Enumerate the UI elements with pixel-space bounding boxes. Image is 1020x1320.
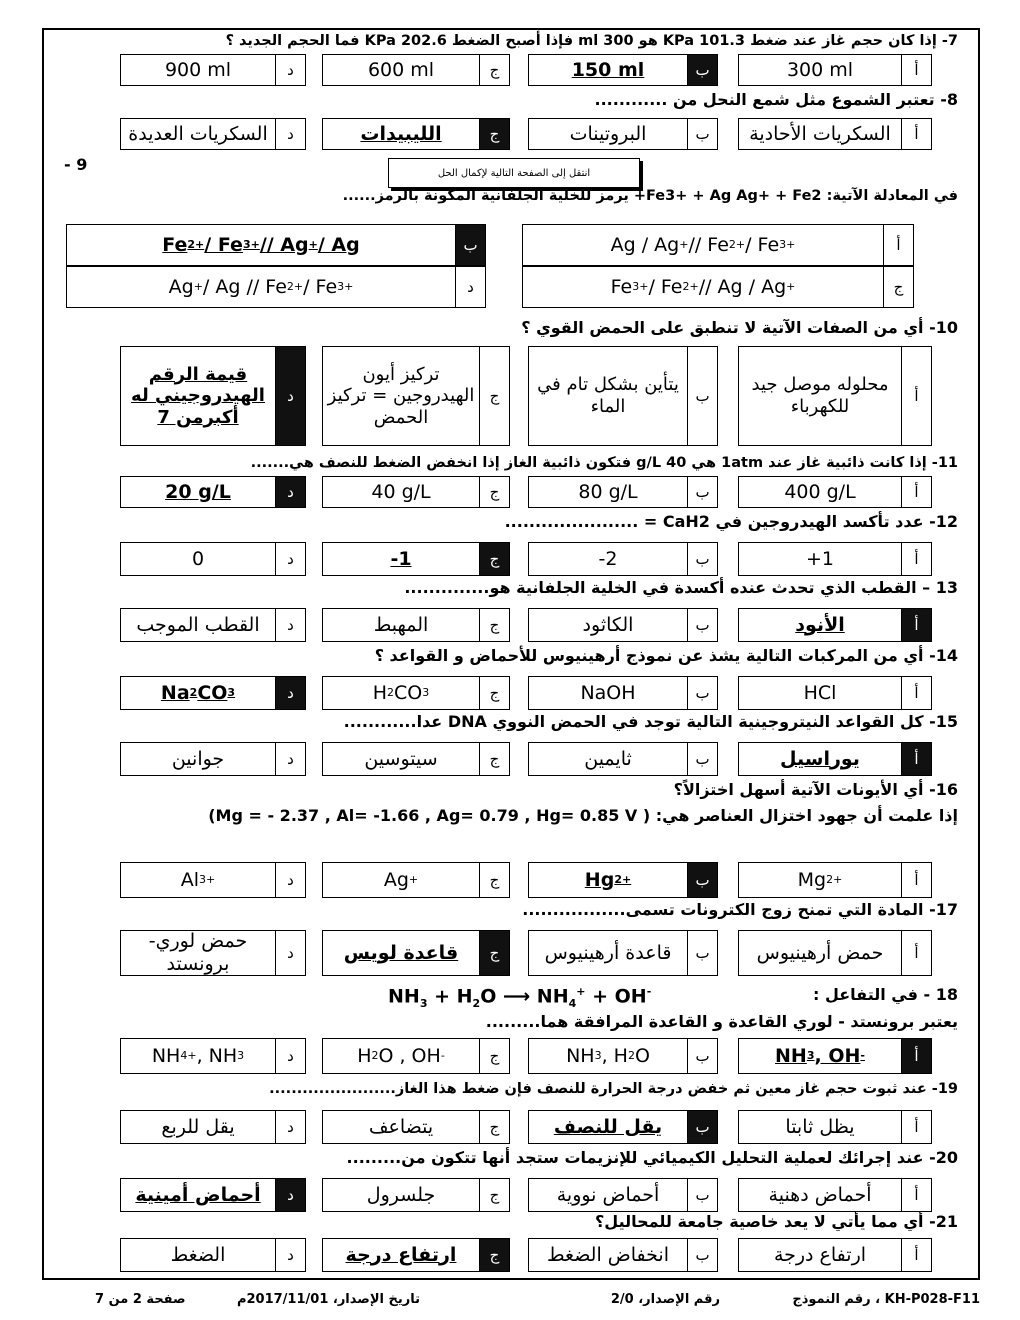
option-q20-2[interactable] <box>322 1178 510 1212</box>
option-q11-3[interactable] <box>120 476 306 508</box>
option-text: 40 g/L <box>371 480 431 503</box>
option-text: ثايمين <box>584 747 632 770</box>
option-q19-1[interactable] <box>528 1110 718 1144</box>
option-q16-3[interactable] <box>120 862 306 898</box>
option-letter: ب <box>687 1179 717 1211</box>
option-text: يوراسيل <box>780 747 860 770</box>
option-text: سيتوسين <box>364 747 438 770</box>
option-letter: ب <box>687 1039 717 1073</box>
option-text: يقل للربع <box>161 1115 235 1138</box>
option-text: الليبيدات <box>360 122 442 145</box>
option-q15-1[interactable] <box>528 742 718 776</box>
question-text: 10- أي من الصفات الآتية لا تنطبق على الحمض القوي ؟ <box>521 318 958 337</box>
option-text: 80 g/L <box>578 480 638 503</box>
option-text: انخفاض الضغط <box>547 1243 669 1266</box>
option-q18-0[interactable] <box>738 1038 932 1074</box>
option-letter: د <box>455 267 485 307</box>
option-text: السكريات العديدة <box>128 122 268 145</box>
option-text: Ag + / Ag // Fe 2+ / Fe 3+ <box>168 275 354 298</box>
question-text: 21- أي مما يأتي لا يعد خاصية جامعة للمحاليل؟ <box>595 1212 958 1231</box>
option-text: Hg 2+ <box>584 868 632 891</box>
option-text: +1 <box>805 547 834 570</box>
question-text: 8- تعتبر الشموع مثل شمع النحل من ............ <box>594 90 958 109</box>
option-text: 300 ml <box>786 58 854 81</box>
option-letter: أ <box>901 543 931 575</box>
option-letter: د <box>275 931 305 975</box>
option-q14-0[interactable] <box>738 676 932 710</box>
option-text: أحماض نووية <box>556 1183 660 1206</box>
option-q18-3[interactable] <box>120 1038 306 1074</box>
option-q17-1[interactable] <box>528 930 718 976</box>
option-letter: ج <box>479 55 509 85</box>
option-q17-2[interactable] <box>322 930 510 976</box>
option-letter: أ <box>901 477 931 507</box>
option-q9-0[interactable] <box>522 224 914 266</box>
footer-model: رقم النموذج ، KH-P028-F11 <box>792 1292 980 1307</box>
option-q20-1[interactable] <box>528 1178 718 1212</box>
option-q20-3[interactable] <box>120 1178 306 1212</box>
option-q13-1[interactable] <box>528 608 718 642</box>
option-text: HCl <box>803 681 837 704</box>
option-q18-2[interactable] <box>322 1038 510 1074</box>
option-text: H 2 CO 3 <box>372 681 430 704</box>
option-text: Al 3+ <box>180 868 216 891</box>
option-q19-3[interactable] <box>120 1110 306 1144</box>
option-letter: د <box>275 1239 305 1271</box>
option-letter: ج <box>479 1179 509 1211</box>
option-letter: ب <box>687 1111 717 1143</box>
option-text: القطب الموجب <box>136 613 260 636</box>
option-letter: أ <box>901 931 931 975</box>
question-text: 7- إذا كان حجم غاز عند ضغط 101.3 KPa هو 300 ml فإذا أصبح الضغط 202.6 KPa فما الحجم الجديد ؟ <box>225 33 958 49</box>
option-text: Ag / Ag + // Fe 2+ / Fe 3+ <box>610 233 796 256</box>
option-letter: د <box>275 347 305 445</box>
option-q19-2[interactable] <box>322 1110 510 1144</box>
option-text: NH 3 , H 2 O <box>566 1044 650 1067</box>
option-q14-3[interactable] <box>120 676 306 710</box>
option-text: يقل للنصف <box>553 1115 663 1138</box>
option-q7-1[interactable] <box>528 54 718 86</box>
question-q17 <box>42 900 968 928</box>
question-q10 <box>42 318 968 346</box>
option-letter: ج <box>479 543 509 575</box>
option-q7-3[interactable] <box>120 54 306 86</box>
option-text: حمض لوري- برونستد <box>148 930 248 975</box>
option-text: يتضاعف <box>368 1115 434 1138</box>
option-q8-3[interactable] <box>120 118 306 150</box>
footer-version: رقم الإصدار، 2/0 <box>610 1292 720 1307</box>
option-q8-0[interactable] <box>738 118 932 150</box>
option-letter: أ <box>901 347 931 445</box>
question-text: 18 - في التفاعل : <box>812 985 958 1004</box>
option-letter: ب <box>687 677 717 709</box>
option-text: محلوله موصل جيد للكهرباء <box>751 374 889 417</box>
option-letter: ب <box>455 225 485 265</box>
question-text: في المعادلة الآتية: Fe3+ + Ag Ag+ + Fe2+ يرمز للخلية الجلفانية المكونة بالرمز...... <box>342 188 958 204</box>
option-letter: د <box>275 477 305 507</box>
option-letter: د <box>275 543 305 575</box>
option-q12-0[interactable] <box>738 542 932 576</box>
option-text: الضغط <box>170 1243 226 1266</box>
question-text: 17- المادة التي تمنح زوج الكترونات تسمى................. <box>522 900 958 919</box>
option-letter: ج <box>479 1111 509 1143</box>
question-text: 16- أي الأيونات الآتية أسهل اختزالاً؟ <box>673 780 958 799</box>
question-subtext: إذا علمت أن جهود اختزال العناصر هي: ( Mg = - 2.37 , Al= -1.66 , Ag= 0.79 , Hg= 0.85 V) <box>208 806 958 825</box>
option-letter: أ <box>901 119 931 149</box>
question-text: 14- أي من المركبات التالية يشذ عن نموذج أرهينيوس للأحماض و القواعد ؟ <box>374 646 958 665</box>
footer-page: صفحة 2 من 7 <box>95 1292 186 1307</box>
option-text: جوانين <box>171 747 225 770</box>
option-letter: ب <box>687 347 717 445</box>
option-text: المهبط <box>373 613 429 636</box>
option-letter: أ <box>901 1111 931 1143</box>
option-text: NaOH <box>580 681 636 704</box>
question-q8 <box>42 90 968 118</box>
option-letter: أ <box>901 1179 931 1211</box>
option-letter: أ <box>883 225 913 265</box>
option-text: أحماض أمينية <box>135 1183 261 1206</box>
option-text: السكريات الأحادية <box>749 122 891 145</box>
option-letter: أ <box>901 1039 931 1073</box>
option-text: 150 ml <box>571 58 645 81</box>
question-q12 <box>42 512 968 540</box>
option-text: 400 g/L <box>784 480 856 503</box>
option-q11-2[interactable] <box>322 476 510 508</box>
option-text: -1 <box>390 547 412 570</box>
option-q7-2[interactable] <box>322 54 510 86</box>
option-q15-0[interactable] <box>738 742 932 776</box>
option-text: NH 4 + , NH 3 <box>151 1044 245 1067</box>
option-text: قيمة الرقم الهيدروجيني له أكبرمن 7 <box>131 363 265 428</box>
option-q20-0[interactable] <box>738 1178 932 1212</box>
option-text: H 2 O , OH - <box>357 1044 445 1067</box>
option-q18-1[interactable] <box>528 1038 718 1074</box>
option-q11-1[interactable] <box>528 476 718 508</box>
option-letter: ج <box>479 743 509 775</box>
option-q7-0[interactable] <box>738 54 932 86</box>
question-q19 <box>42 1078 968 1106</box>
question-q14 <box>42 646 968 674</box>
option-q14-2[interactable] <box>322 676 510 710</box>
option-text: 0 <box>191 547 205 570</box>
option-letter: ب <box>687 477 717 507</box>
option-q13-0[interactable] <box>738 608 932 642</box>
option-text: تركيز أيون الهيدروجين = تركيز الحمض <box>327 363 475 428</box>
option-q10-3[interactable] <box>120 346 306 446</box>
option-letter: ب <box>687 1239 717 1271</box>
option-q21-2[interactable] <box>322 1238 510 1272</box>
footer <box>0 1292 1020 1316</box>
option-q21-1[interactable] <box>528 1238 718 1272</box>
option-q10-0[interactable] <box>738 346 932 446</box>
option-letter: د <box>275 863 305 897</box>
option-q12-1[interactable] <box>528 542 718 576</box>
option-letter: ج <box>479 347 509 445</box>
question-q21 <box>42 1212 968 1240</box>
reaction-equation: $NH_3 + H_2O$ ⟶ $NH_4^+ + OH^-$ <box>388 985 652 1011</box>
option-text: يتأين بشكل تام في الماء <box>537 374 679 417</box>
question-number: 9 - <box>64 155 88 174</box>
option-text: -2 <box>598 547 618 570</box>
option-text: 600 ml <box>367 58 435 81</box>
option-q8-1[interactable] <box>528 118 718 150</box>
option-letter: أ <box>901 863 931 897</box>
option-text: Fe 2+ / Fe 3+ // Ag + / Ag <box>162 233 360 256</box>
option-text: أحماض دهنية <box>768 1183 872 1206</box>
option-q13-2[interactable] <box>322 608 510 642</box>
option-letter: أ <box>901 743 931 775</box>
option-letter: د <box>275 1111 305 1143</box>
option-q12-3[interactable] <box>120 542 306 576</box>
option-letter: ج <box>479 477 509 507</box>
option-q17-0[interactable] <box>738 930 932 976</box>
option-q13-3[interactable] <box>120 608 306 642</box>
question-text: 19- عند ثبوت حجم غاز معين ثم خفض درجة الحرارة للنصف فإن ضغط هذا الغاز....................... <box>269 1081 958 1097</box>
option-letter: د <box>275 677 305 709</box>
option-letter: أ <box>901 677 931 709</box>
question-text: 20- عند إجرائك لعملية التحليل الكيميائي للإنزيمات ستجد أنها تتكون من......... <box>346 1148 958 1167</box>
option-q16-2[interactable] <box>322 862 510 898</box>
question-text: 13 – القطب الذي تحدث عنده أكسدة في الخلية الجلفانية هو.............. <box>404 578 958 597</box>
option-letter: ب <box>687 609 717 641</box>
option-q16-0[interactable] <box>738 862 932 898</box>
option-letter: ج <box>479 1239 509 1271</box>
option-letter: د <box>275 1039 305 1073</box>
option-letter: أ <box>901 1239 931 1271</box>
option-letter: ج <box>479 609 509 641</box>
option-text: يظل ثابتا <box>785 1115 855 1138</box>
option-letter: ب <box>687 119 717 149</box>
option-text: Fe 3+ / Fe 2+ // Ag / Ag + <box>610 275 796 298</box>
option-q14-1[interactable] <box>528 676 718 710</box>
option-q8-2[interactable] <box>322 118 510 150</box>
option-q9-3[interactable] <box>66 266 486 308</box>
option-q10-1[interactable] <box>528 346 718 446</box>
option-q9-2[interactable] <box>522 266 914 308</box>
option-q15-2[interactable] <box>322 742 510 776</box>
option-text: NH 3 , OH - <box>775 1044 865 1067</box>
question-q13 <box>42 578 968 606</box>
question-q16 <box>42 780 968 808</box>
option-q12-2[interactable] <box>322 542 510 576</box>
note-box: انتقل إلى الصفحة التالية لإكمال الحل <box>388 158 640 188</box>
option-letter: ج <box>479 119 509 149</box>
option-q15-3[interactable] <box>120 742 306 776</box>
option-letter: د <box>275 609 305 641</box>
option-letter: ب <box>687 743 717 775</box>
option-text: قاعدة لويس <box>343 941 459 964</box>
option-text: ارتفاع درجة <box>345 1243 457 1266</box>
option-letter: أ <box>901 55 931 85</box>
option-text: البروتينات <box>569 122 647 145</box>
question-text: 12- عدد تأكسد الهيدروجين في CaH2 = ...................... <box>504 512 958 531</box>
option-q16-1[interactable] <box>528 862 718 898</box>
question-text: 11- إذا كانت ذائبية غاز عند 1atm هي 40 g/L فتكون ذائبية الغاز إذا انخفض الضغط للنصف هي....... <box>250 455 958 471</box>
question-q15 <box>42 712 968 740</box>
option-letter: ب <box>687 931 717 975</box>
option-letter: ج <box>479 677 509 709</box>
option-letter: ب <box>687 55 717 85</box>
option-text: 900 ml <box>164 58 232 81</box>
question-subtext: يعتبر برونستد - لوري القاعدة و القاعدة المرافقة هما......... <box>485 1012 958 1031</box>
option-text: 20 g/L <box>165 480 231 503</box>
option-text: جلسرول <box>366 1183 436 1206</box>
option-letter: أ <box>901 609 931 641</box>
option-letter: د <box>275 1179 305 1211</box>
option-text: Mg 2+ <box>797 868 843 891</box>
option-q21-0[interactable] <box>738 1238 932 1272</box>
option-q19-0[interactable] <box>738 1110 932 1144</box>
option-letter: ج <box>883 267 913 307</box>
option-text: الكاثود <box>582 613 634 636</box>
question-q20 <box>42 1148 968 1176</box>
option-letter: د <box>275 55 305 85</box>
option-letter: ج <box>479 1039 509 1073</box>
option-q10-2[interactable] <box>322 346 510 446</box>
option-q17-3[interactable] <box>120 930 306 976</box>
option-text: قاعدة أرهينيوس <box>544 941 672 964</box>
option-letter: ب <box>687 543 717 575</box>
option-q11-0[interactable] <box>738 476 932 508</box>
option-letter: ج <box>479 931 509 975</box>
question-text: 15- كل القواعد النيتروجينية التالية توجد في الحمض النووي DNA عدا............ <box>343 712 958 731</box>
option-text: ارتفاع درجة <box>773 1243 867 1266</box>
option-text: حمض أرهينيوس <box>756 941 884 964</box>
footer-date: تاريخ الإصدار، 2017/11/01م <box>236 1292 420 1307</box>
option-text: الأنود <box>795 613 845 636</box>
option-letter: ج <box>479 863 509 897</box>
option-text: Ag + <box>383 868 419 891</box>
option-q9-1[interactable] <box>66 224 486 266</box>
option-letter: ب <box>687 863 717 897</box>
option-letter: د <box>275 743 305 775</box>
option-q21-3[interactable] <box>120 1238 306 1272</box>
option-letter: د <box>275 119 305 149</box>
option-text: Na 2 CO 3 <box>160 681 236 704</box>
